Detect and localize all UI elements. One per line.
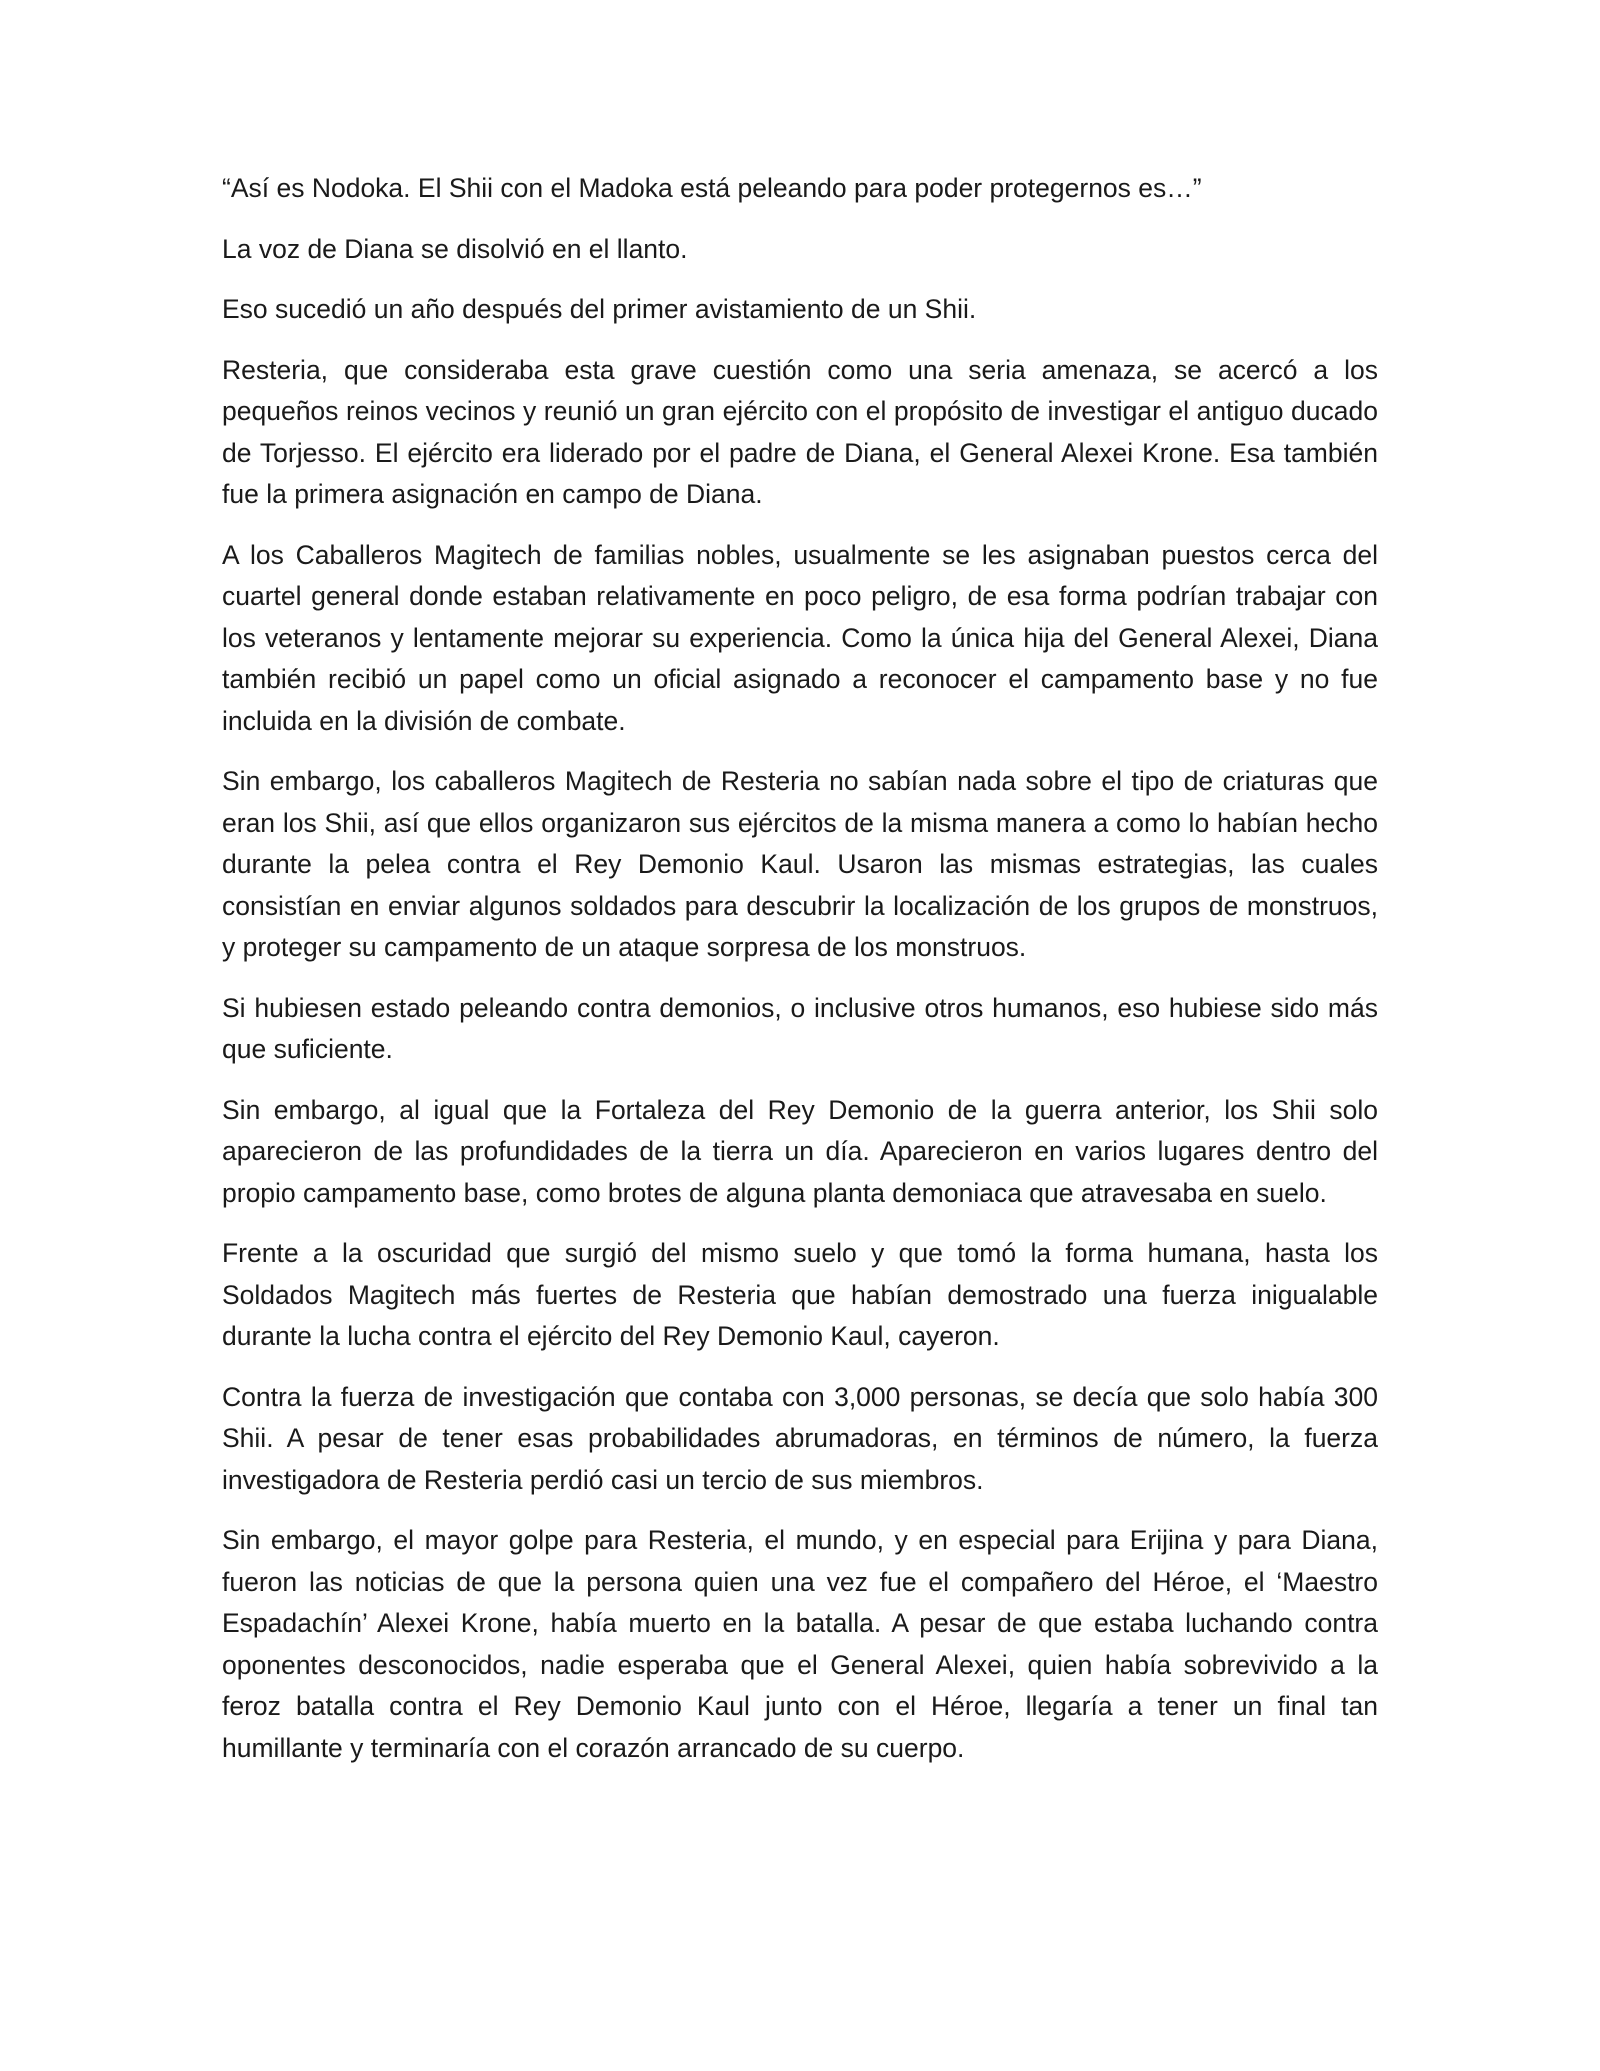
paragraph-11: Sin embargo, el mayor golpe para Resteria, el mundo, y en especial para Erijina y para Diana, fueron las noticias de que la persona quien una vez fue el compañero del Héroe, el ‘Maestro Espadachín’ Alexei Krone, había muerto en la batalla. A pesar de que estaba luchando contra oponentes desconocidos, nadie esperaba que el General Alexei, quien había sobrevivido a la feroz batalla contra el Rey Demonio Kaul junto con el Héroe, llegaría a tener un final tan humillante y terminaría con el corazón arrancado de su cuerpo. — [222, 1525, 1378, 1763]
paragraph-6: Sin embargo, los caballeros Magitech de Resteria no sabían nada sobre el tipo de criaturas que eran los Shii, así que ellos organizaron sus ejércitos de la misma manera a como lo habían hecho durante la pelea contra el Rey Demonio Kaul. Usaron las mismas estrategias, las cuales consistían en enviar algunos soldados para descubrir la localización de los grupos de monstruos, y proteger su campamento de un ataque sorpresa de los monstruos. — [222, 766, 1378, 962]
paragraph-7: Si hubiesen estado peleando contra demonios, o inclusive otros humanos, eso hubiese sido más que suficiente. — [222, 992, 1378, 1064]
paragraph-1: “Así es Nodoka. El Shii con el Madoka está peleando para poder protegernos es…” — [222, 173, 1202, 203]
paragraph-8: Sin embargo, al igual que la Fortaleza del Rey Demonio de la guerra anterior, los Shii solo aparecieron de las profundidades de la tierra un día. Aparecieron en varios lugares dentro del propio campamento base, como brotes de alguna planta demoniaca que atravesaba en suelo. — [222, 1094, 1378, 1208]
paragraph-3: Eso sucedió un año después del primer avistamiento de un Shii. — [222, 294, 977, 324]
paragraph-4: Resteria, que consideraba esta grave cuestión como una seria amenaza, se acercó a los pequeños reinos vecinos y reunió un gran ejército con el propósito de investigar el antiguo ducado de Torjesso. El ejército era liderado por el padre de Diana, el General Alexei Krone. Esa también fue la primera asignación en campo de Diana. — [222, 354, 1378, 509]
document-body — [222, 168, 1378, 1788]
paragraph-5: A los Caballeros Magitech de familias nobles, usualmente se les asignaban puestos cerca del cuartel general donde estaban relativamente en poco peligro, de esa forma podrían trabajar con los veteranos y lentamente mejorar su experiencia. Como la única hija del General Alexei, Diana también recibió un papel como un oficial asignado a reconocer el campamento base y no fue incluida en la división de combate. — [222, 539, 1378, 736]
paragraph-9: Frente a la oscuridad que surgió del mismo suelo y que tomó la forma humana, hasta los Soldados Magitech más fuertes de Resteria que habían demostrado una fuerza inigualable durante la lucha contra el ejército del Rey Demonio Kaul, cayeron. — [222, 1238, 1378, 1351]
paragraph-2: La voz de Diana se disolvió en el llanto. — [222, 233, 688, 264]
paragraph-10: Contra la fuerza de investigación que contaba con 3,000 personas, se decía que solo había 300 Shii. A pesar de tener esas probabilidades abrumadoras, en términos de número, la fuerza investigadora de Resteria perdió casi un tercio de sus miembros. — [222, 1381, 1378, 1495]
